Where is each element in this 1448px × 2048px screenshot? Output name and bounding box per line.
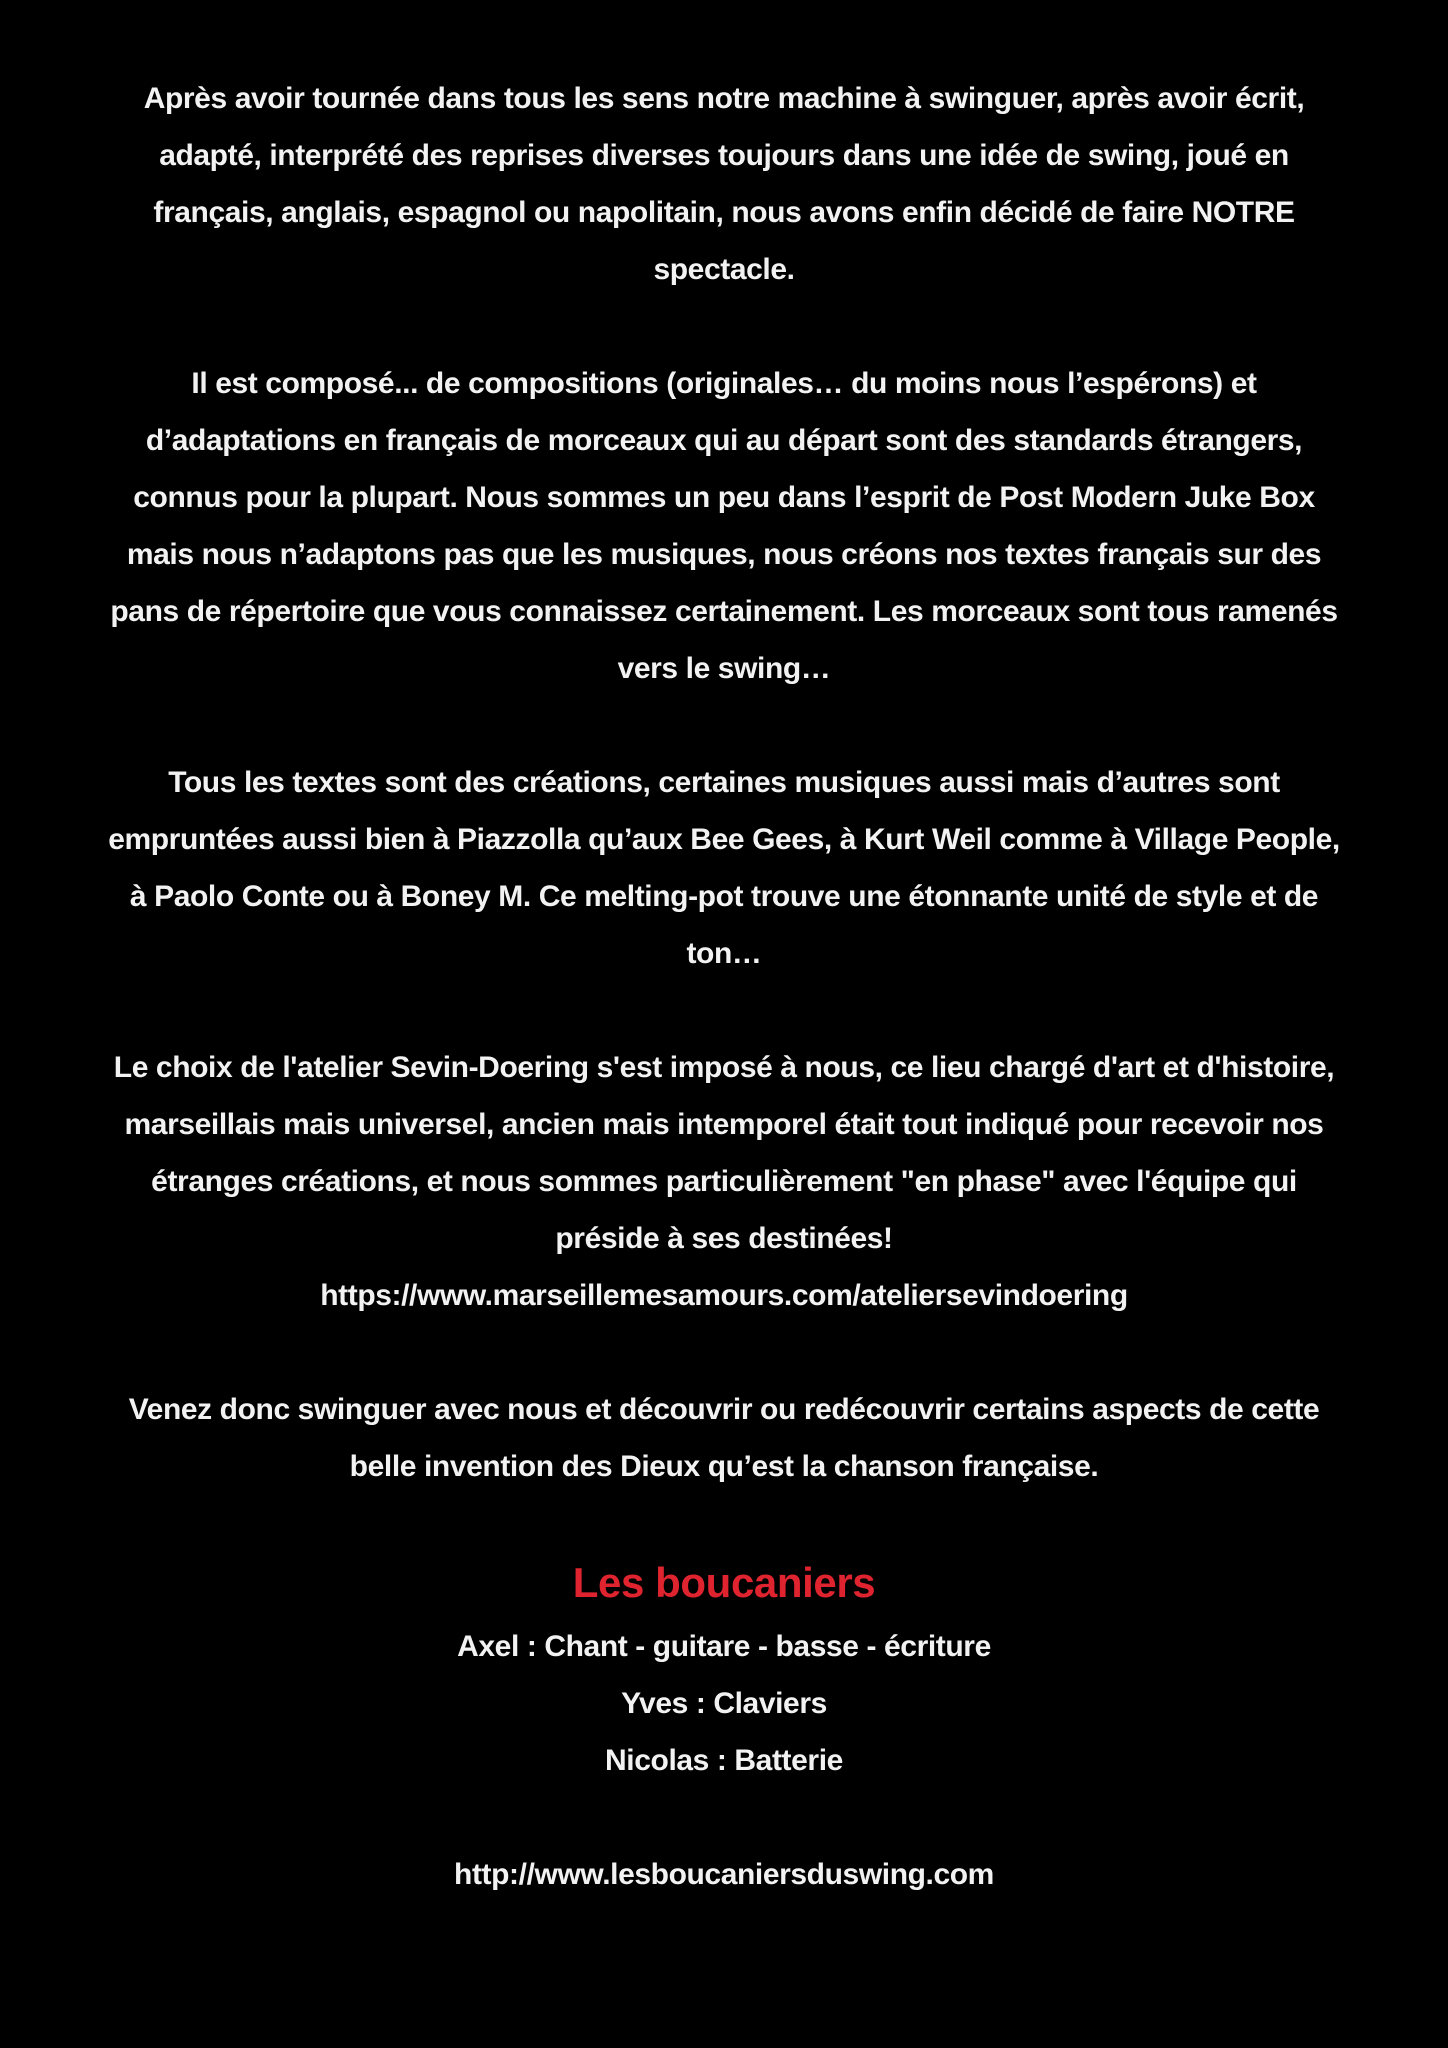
composition-paragraph: Il est composé... de compositions (originales… du moins nous l’espérons) et d’adaptations en français de morceaux qui au départ sont des standards étrangers, connus pour la plupart. Nous sommes un peu dans l’esprit de Post Modern Juke Box mais nous n’adaptons pas que les musiques, nous créons nos textes français sur des pans de répertoire que vous connaissez certainement. Les morceaux sont tous ramenés vers le swing…: [110, 367, 1338, 685]
invitation-paragraph: Venez donc swinguer avec nous et découvrir ou redécouvrir certains aspects de cette belle invention des Dieux qu’est la chanson française.: [128, 1393, 1320, 1483]
member-yves: Yves : Claviers: [621, 1687, 827, 1720]
band-website-line: [100, 1846, 1348, 1903]
member-axel: Axel : Chant - guitare - basse - écriture: [457, 1630, 991, 1663]
band-website-link[interactable]: http://www.lesboucaniersduswing.com: [454, 1858, 994, 1891]
atelier-link[interactable]: https://www.marseillemesamours.com/ateliersevindoering: [320, 1279, 1128, 1312]
intro-paragraph: Après avoir tournée dans tous les sens notre machine à swinguer, après avoir écrit, adapté, interprété des reprises diverses toujours dans une idée de swing, joué en français, anglais, espagnol ou napolitain, nous avons enfin décidé de faire NOTRE spectacle.: [143, 82, 1305, 286]
member-nicolas: Nicolas : Batterie: [605, 1744, 843, 1777]
influences-paragraph: Tous les textes sont des créations, certaines musiques aussi mais d’autres sont empruntées aussi bien à Piazzolla qu’aux Bee Gees, à Kurt Weil comme à Village People, à Paolo Conte ou à Boney M. Ce melting-pot trouve une étonnante unité de style et de ton…: [108, 766, 1340, 970]
band-title: Les boucaniers: [572, 1559, 876, 1606]
atelier-link-line: [100, 1267, 1348, 1324]
venue-paragraph: Le choix de l'atelier Sevin-Doering s'est imposé à nous, ce lieu chargé d'art et d'histoire, marseillais mais universel, ancien mais intemporel était tout indiqué pour recevoir nos étranges créations, et nous sommes particulièrement "en phase" avec l'équipe qui préside à ses destinées!: [113, 1051, 1335, 1255]
